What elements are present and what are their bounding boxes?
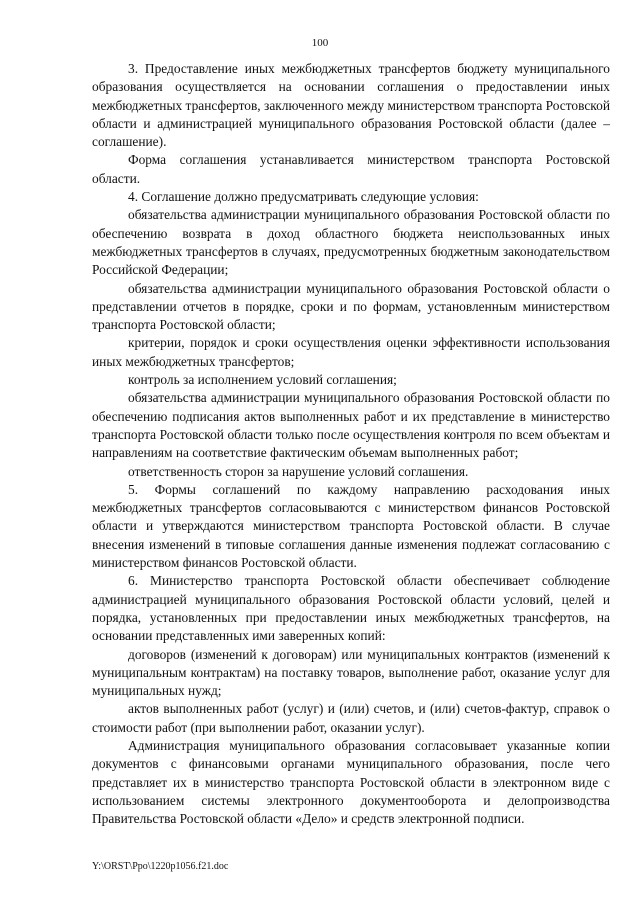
page-number: 100: [311, 37, 329, 49]
paragraph-6-ministry-compliance: 6. Министерство транспорта Ростовской области обеспечивает соблюдение администрацией муниципального образования Ростовской области условий, целей и порядка, установленных при предоставлении иных межбюджетных трансфертов, на основании представленных ими заверенных копий:: [92, 573, 610, 644]
item-acts: актов выполненных работ (услуг) и (или) счетов, и (или) счетов-фактур, справок о стоимости работ (при выполнении работ, оказании услуг).: [92, 701, 610, 735]
condition-reporting-obligation: обязательства администрации муниципального образования Ростовской области о представлении отчетов в порядке, сроки и по формам, установленным министерством транспорта Ростовской области;: [92, 280, 610, 333]
item-contracts: договоров (изменений к договорам) или муниципальных контрактов (изменений к муниципальным контрактам) на поставку товаров, выполнение работ, оказание услуг для муниципальных нужд;: [92, 646, 610, 699]
paragraph-3-transfer-basis: 3. Предоставление иных межбюджетных трансфертов бюджету муниципального образования осуществляется на основании соглашения о предоставлении иных межбюджетных трансфертов, заключенного между министерством транспорта Ростовской области и администрацией муниципального образования Ростовской области (далее – соглашение).: [92, 61, 610, 150]
paragraph-4-conditions: 4. Соглашение должно предусматривать следующие условия:: [128, 189, 479, 205]
paragraph-5-agreement-forms: 5. Формы соглашений по каждому направлению расходования иных межбюджетных трансфертов согласовываются с министерством финансов Ростовской области и утверждаются министерством транспорта Ростовской области. В случае внесения изменений в типовые соглашения данные изменения подлежат согласованию с министерством финансов Ростовской области.: [92, 481, 610, 571]
paragraph-administration-approval: Администрация муниципального образования согласовывает указанные копии документов с финансовыми органами муниципального образования, после чего представляет их в министерство транспорта Ростовской области в электронном виде с использованием системы электронного документооборота и делопроизводства Правительства Ростовской области «Дело» и средств электронной подписи.: [92, 737, 610, 827]
condition-return-obligation: обязательства администрации муниципального образования Ростовской области по обеспечению возврата в доход областного бюджета неиспользованных иных межбюджетных трансфертов в случаях, предусмотренных бюджетным законодательством Российской Федерации;: [92, 207, 610, 278]
condition-responsibility: ответственность сторон за нарушение условий соглашения.: [128, 463, 469, 479]
footer-file-path: Y:\ORST\Ppo\1220p1056.f21.doc: [92, 861, 229, 872]
document-body: [92, 60, 610, 828]
condition-acts-signing: обязательства администрации муниципального образования Ростовской области по обеспечению подписания актов выполненных работ и их представление в министерство транспорта Ростовской области только после осуществления контроля по всем объектам и направлениям на соответствие фактическим объемам выполненных работ;: [92, 390, 610, 461]
condition-compliance-control: контроль за исполнением условий соглашения;: [128, 372, 397, 388]
condition-efficiency-criteria: критерии, порядок и сроки осуществления оценки эффективности использования иных межбюджетных трансфертов;: [92, 335, 610, 369]
paragraph-agreement-form: Форма соглашения устанавливается министерством транспорта Ростовской области.: [92, 152, 610, 186]
